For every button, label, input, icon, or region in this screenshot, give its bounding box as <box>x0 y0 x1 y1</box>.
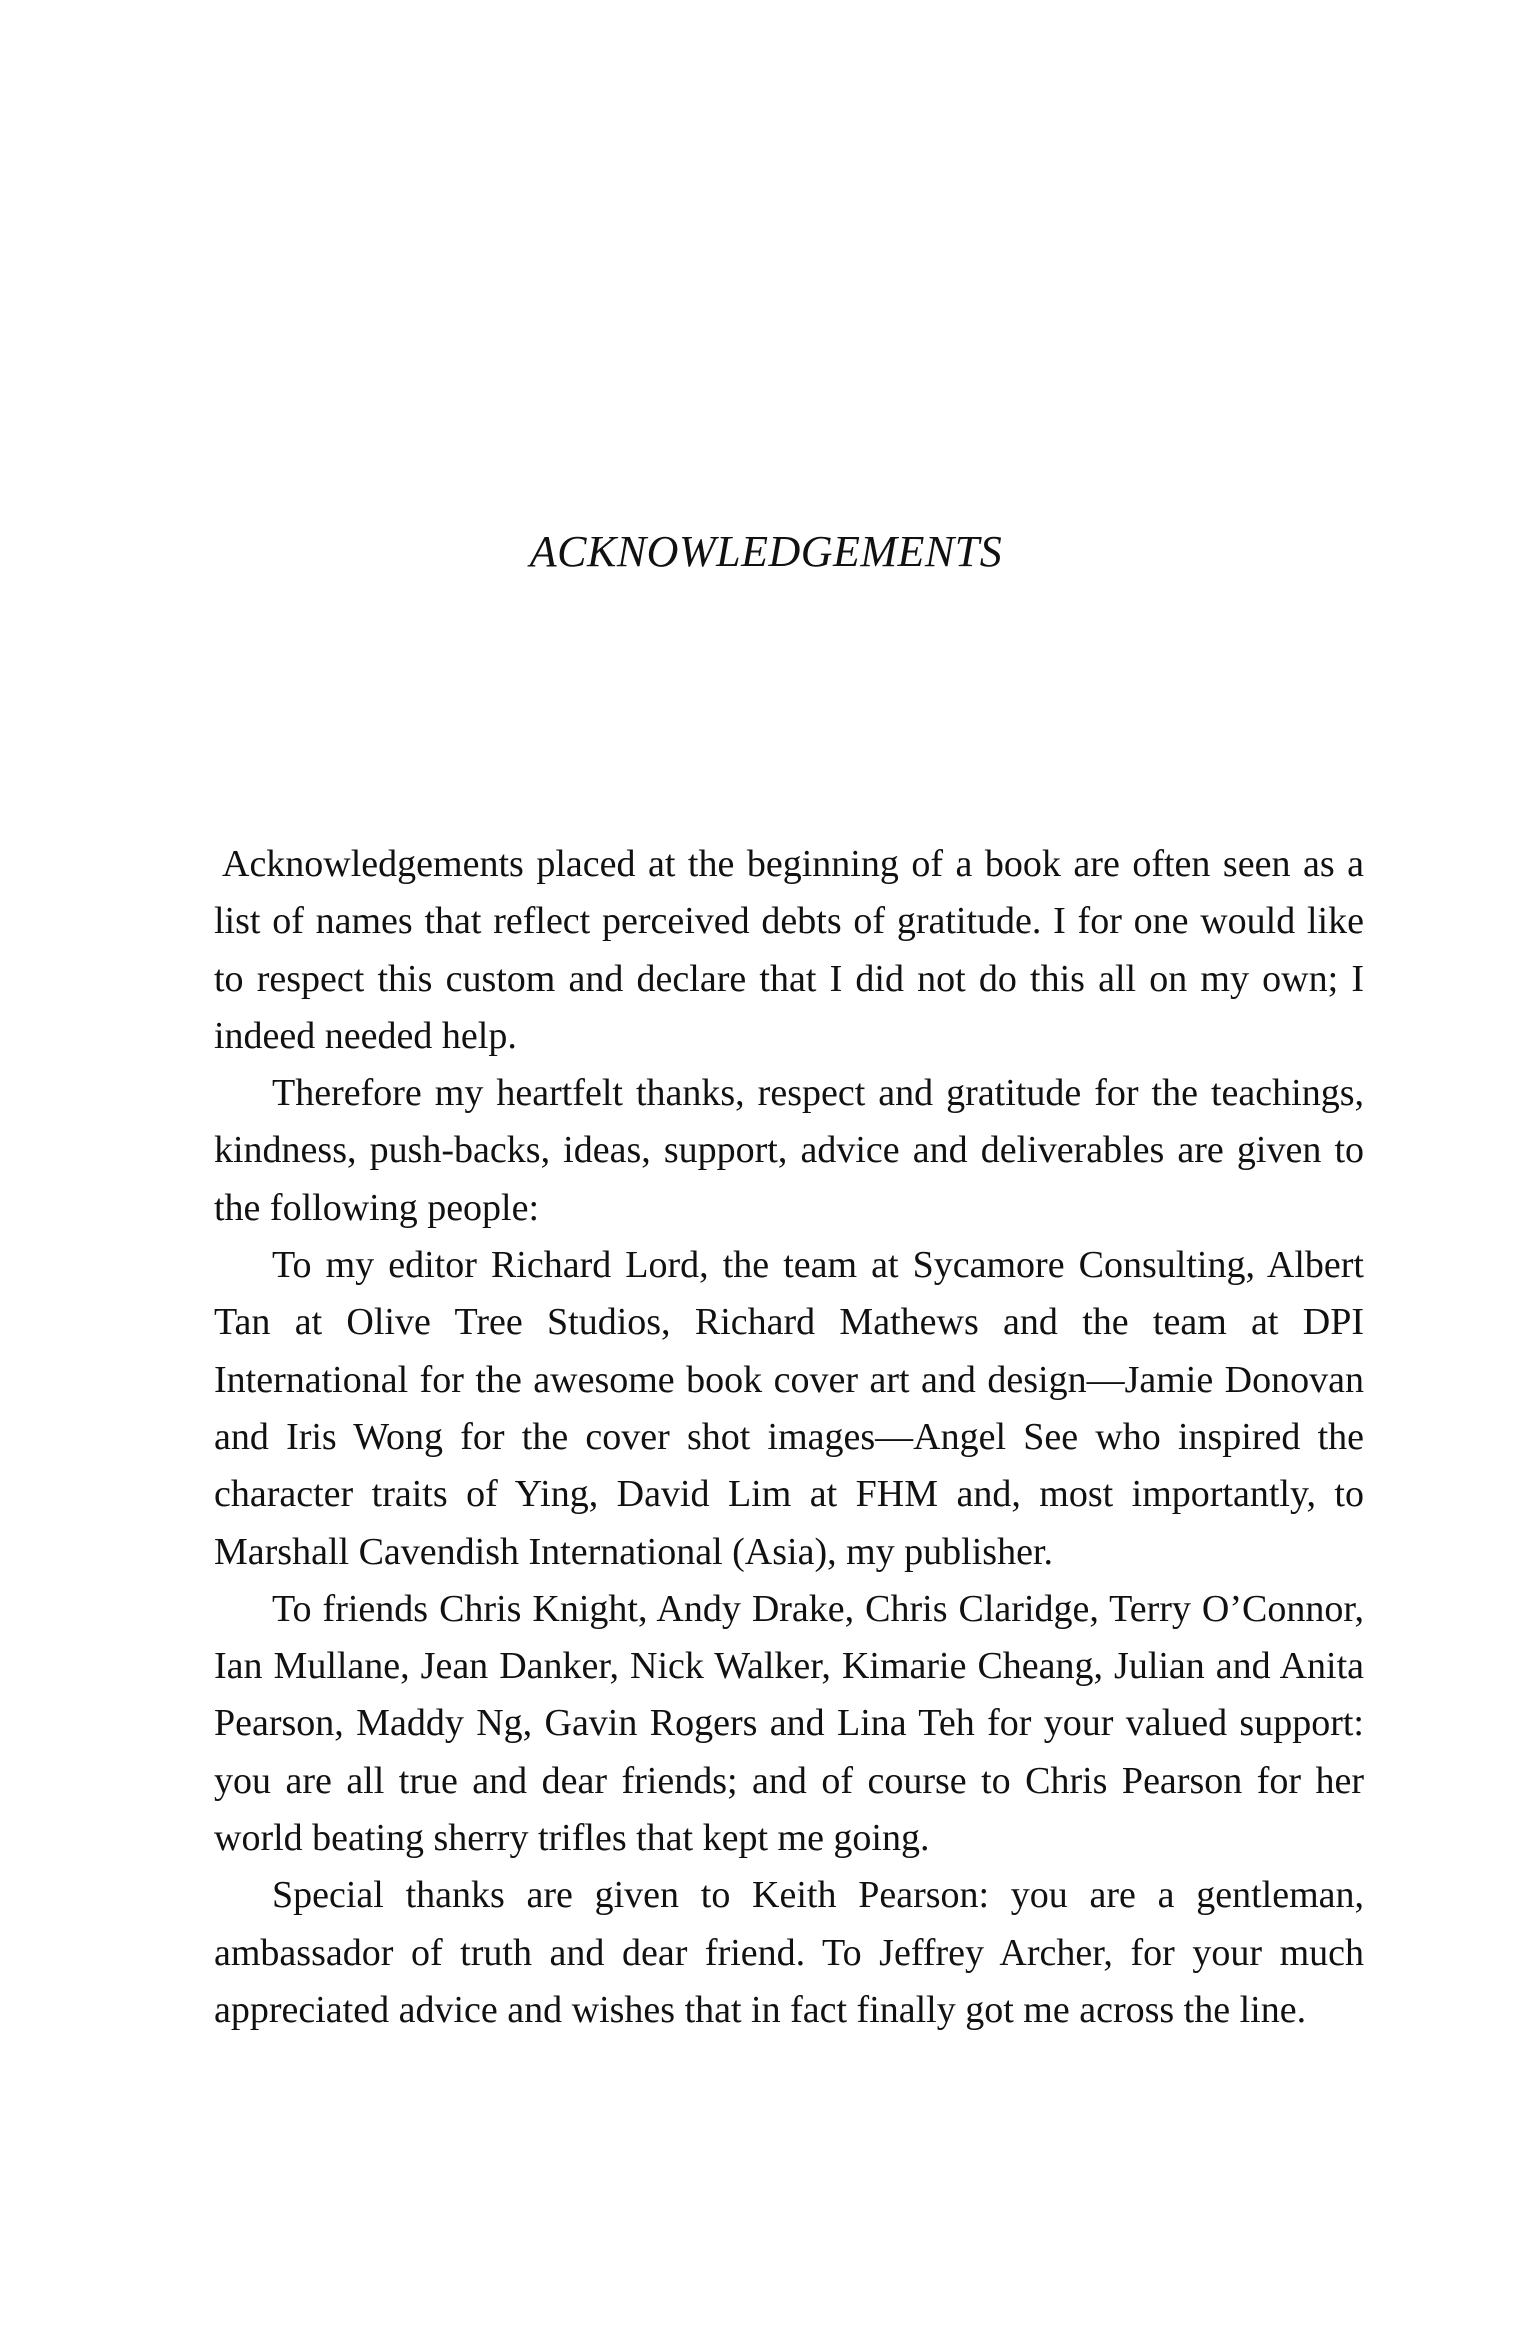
paragraph-professional-thanks: To my editor Richard Lord, the team at Sycamore Consulting, Albert Tan at Olive Tree Studios, Richard Mathews and the team at DPI International for the awesome book cover art and design—Jamie Donovan and Iris Wong for the cover shot images—Angel See who inspired the character traits of Ying, David Lim at FHM and, most importantly, to Marshall Cavendish International (Asia), my publisher. <box>214 1244 1364 1573</box>
page-title: ACKNOWLEDGEMENTS <box>529 527 1003 576</box>
paragraph-opening: Acknowledgements placed at the beginning of a book are often seen as a list of names that reflect perceived debts of gratitude. I for one would like to respect this custom and declare that I did not do this all on my own; I indeed needed help. <box>214 843 1364 1057</box>
acknowledgements-body <box>214 836 1364 2039</box>
paragraph-special-thanks: Special thanks are given to Keith Pearson: you are a gentleman, ambassador of truth and dear friend. To Jeffrey Archer, for your much appreciated advice and wishes that in fact finally got me across the line. <box>214 1874 1364 2031</box>
paragraph-thanks-intro: Therefore my heartfelt thanks, respect and gratitude for the teachings, kindness, push-backs, ideas, support, advice and deliverables are given to the following people: <box>214 1072 1364 1229</box>
paragraph-friends-thanks: To friends Chris Knight, Andy Drake, Chris Claridge, Terry O’Connor, Ian Mullane, Jean Danker, Nick Walker, Kimarie Cheang, Julian and Anita Pearson, Maddy Ng, Gavin Rogers and Lina Teh for your valued support: you are all true and dear friends; and of course to Chris Pearson for her world beating sherry trifles that kept me going. <box>214 1587 1364 1860</box>
